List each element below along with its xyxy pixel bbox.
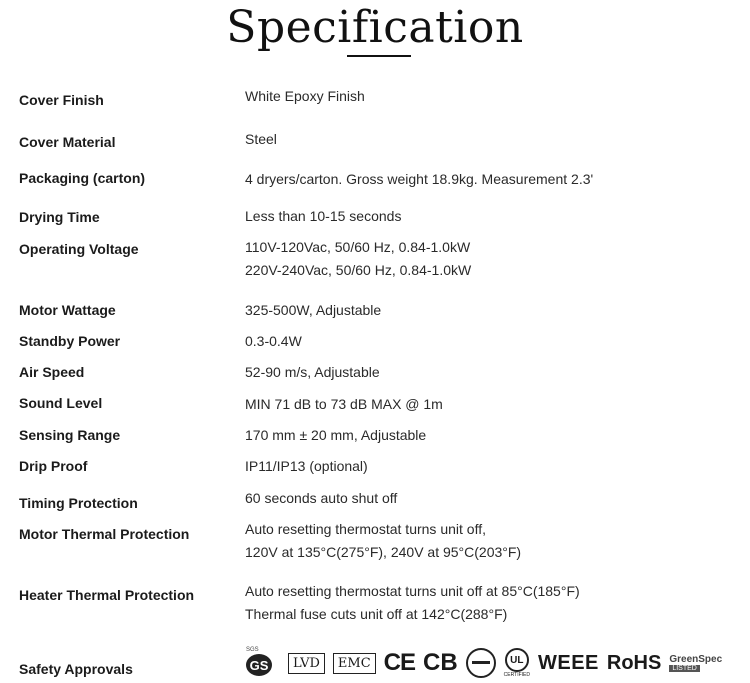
ce-logo: CE [383,649,415,676]
approval-badges [244,646,722,680]
ul-logo: UL CERTIFIED [504,648,530,678]
spec-label-motor-thermal: Motor Thermal Protection [19,526,190,542]
spec-value-cover-material: Steel [245,131,277,147]
spec-label-cover-material: Cover Material [19,134,116,150]
spec-value-motor-thermal: Auto resetting thermostat turns unit off, 120V at 135°C(275°F), 240V at 95°C(203°F) [245,521,522,560]
spec-value-sensing-range: 170 mm ± 20 mm, Adjustable [245,427,427,443]
spec-value-drip-proof: IP11/IP13 (optional) [245,458,368,474]
spec-value-sound-level: MIN 71 dB to 73 dB MAX @ 1m [245,396,443,412]
spec-value-operating-voltage: 110V-120Vac, 50/60 Hz, 0.84-1.0kW 220V-240Vac, 50/60 Hz, 0.84-1.0kW [245,239,472,278]
spec-label-sound-level: Sound Level [19,395,103,411]
spec-value-packaging: 4 dryers/carton. Gross weight 18.9kg. Measurement 2.3' [245,171,594,187]
spec-label-timing-protection: Timing Protection [19,495,138,511]
spec-value-heater-thermal: Auto resetting thermostat turns unit off at 85°C(185°F) Thermal fuse cuts unit off at 142°C(288°F) [245,583,580,622]
lvd-logo: LVD [288,653,325,674]
circle-mark-icon [466,648,496,678]
spec-value-standby-power: 0.3-0.4W [245,333,302,349]
spec-label-air-speed: Air Speed [19,364,85,380]
spec-label-motor-wattage: Motor Wattage [19,302,116,318]
spec-label-cover-finish: Cover Finish [19,92,104,108]
spec-label-sensing-range: Sensing Range [19,427,121,443]
spec-label-heater-thermal: Heater Thermal Protection [19,587,195,603]
greenspec-logo: GreenSpec LISTED [669,654,723,672]
spec-label-operating-voltage: Operating Voltage [19,241,139,257]
weee-logo: WEEE [537,651,599,674]
spec-label-drip-proof: Drip Proof [19,458,88,474]
spec-label-safety-approvals: Safety Approvals [19,661,133,677]
spec-value-timing-protection: 60 seconds auto shut off [245,490,398,506]
title-underline [347,55,411,57]
spec-value-cover-finish: White Epoxy Finish [245,88,365,104]
spec-value-motor-wattage: 325-500W, Adjustable [245,302,382,318]
rohs-logo: RoHS [606,651,662,674]
cb-logo: CB [423,649,458,676]
spec-value-drying-time: Less than 10-15 seconds [245,208,402,224]
spec-label-packaging: Packaging (carton) [19,170,146,186]
sgs-gs-logo: SGS GS [244,647,280,679]
spec-label-drying-time: Drying Time [19,209,100,225]
spec-label-standby-power: Standby Power [19,333,121,349]
spec-value-air-speed: 52-90 m/s, Adjustable [245,364,380,380]
emc-logo: EMC [333,653,376,674]
page-title: Specification [226,2,524,53]
